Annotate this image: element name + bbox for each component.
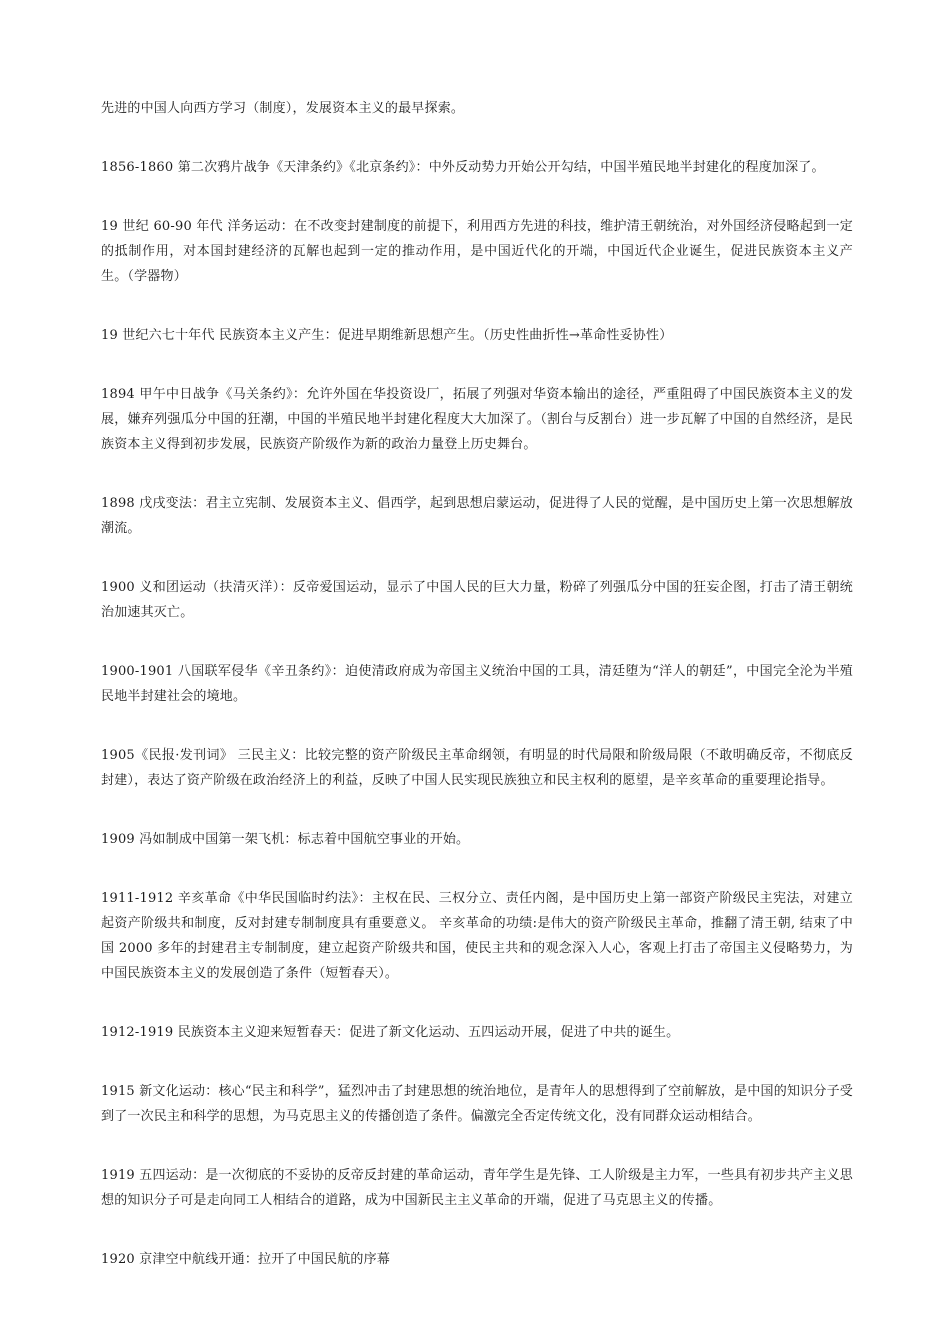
paragraph-1915: 1915 新文化运动：核心“民主和科学”，猛烈冲击了封建思想的统治地位，是青年人的思想得到了空前解放，是中国的知识分子受到了一次民主和科学的思想，为马克思主义的传播创造了条件。偏激完全否定传统文化，没有同群众运动相结合。 [101,1084,853,1124]
paragraph-1911: 1911-1912 辛亥革命《中华民国临时约法》：主权在民、三权分立、责任内阁，是中国历史上第一部资产阶级民主宪法，对建立起资产阶级共和制度，反对封建专制制度具有重要意义。 辛亥革命的功绩:是伟大的资产阶级民主革命，推翻了清王朝, 结束了中国 2000 多年的封建君主专制制度，建立起资产阶级共和国，使民主共和的观念深入人心，客观上打击了帝国主义侵略势力，为中国民族资本主义的发展创造了条件（短暂春天）。 [101,891,853,981]
paragraph-1900: 1900 义和团运动（扶清灭洋）：反帝爱国运动，显示了中国人民的巨大力量，粉碎了列强瓜分中国的狂妄企图，打击了清王朝统治加速其灭亡。 [101,580,853,620]
paragraph-1856: 1856-1860 第二次鸦片战争《天津条约》《北京条约》：中外反动势力开始公开勾结，中国半殖民地半封建化的程度加深了。 [101,160,825,175]
paragraph-1894: 1894 甲午中日战争《马关条约》：允许外国在华投资设厂，拓展了列强对华资本输出的途径，严重阻碍了中国民族资本主义的发展，嫌弃列强瓜分中国的狂潮，中国的半殖民地半封建化程度大大加深了。（割台与反割台）进一步瓦解了中国的自然经济，是民族资本主义得到初步发展，民族资产阶级作为新的政治力量登上历史舞台。 [101,387,853,452]
paragraph-national-capitalism: 19 世纪六七十年代 民族资本主义产生：促进早期维新思想产生。（历史性曲折性→革命性妥协性） [101,328,673,343]
paragraph-1898: 1898 戊戌变法：君主立宪制、发展资本主义、倡西学，起到思想启蒙运动，促进得了人民的觉醒，是中国历史上第一次思想解放潮流。 [101,496,853,536]
document-page [101,96,853,1306]
paragraph-1900-1901: 1900-1901 八国联军侵华《辛丑条约》：迫使清政府成为帝国主义统治中国的工具，清廷堕为“洋人的朝廷”，中国完全沦为半殖民地半封建社会的境地。 [101,664,853,704]
paragraph-intro: 先进的中国人向西方学习（制度），发展资本主义的最早探索。 [101,101,465,116]
paragraph-yangwu: 19 世纪 60-90 年代 洋务运动：在不改变封建制度的前提下，利用西方先进的科技，维护清王朝统治，对外国经济侵略起到一定的抵制作用，对本国封建经济的瓦解也起到一定的推动作用，是中国近代化的开端，中国近代企业诞生，促进民族资本主义产生。（学器物） [101,219,853,284]
paragraph-1919: 1919 五四运动：是一次彻底的不妥协的反帝反封建的革命运动，青年学生是先锋、工人阶级是主力军，一些具有初步共产主义思想的知识分子可是走向同工人相结合的道路，成为中国新民主主义革命的开端，促进了马克思主义的传播。 [101,1168,853,1208]
paragraph-1912-1919: 1912-1919 民族资本主义迎来短暂春天：促进了新文化运动、五四运动开展，促进了中共的诞生。 [101,1025,680,1040]
paragraph-1920: 1920 京津空中航线开通：拉开了中国民航的序幕 [101,1252,391,1267]
paragraph-1909: 1909 冯如制成中国第一架飞机：标志着中国航空事业的开始。 [101,832,470,847]
paragraph-1905: 1905《民报·发刊词》 三民主义：比较完整的资产阶级民主革命纲领，有明显的时代局限和阶级局限（不敢明确反帝，不彻底反封建），表达了资产阶级在政治经济上的利益，反映了中国人民实现民族独立和民主权利的愿望，是辛亥革命的重要理论指导。 [101,748,853,788]
